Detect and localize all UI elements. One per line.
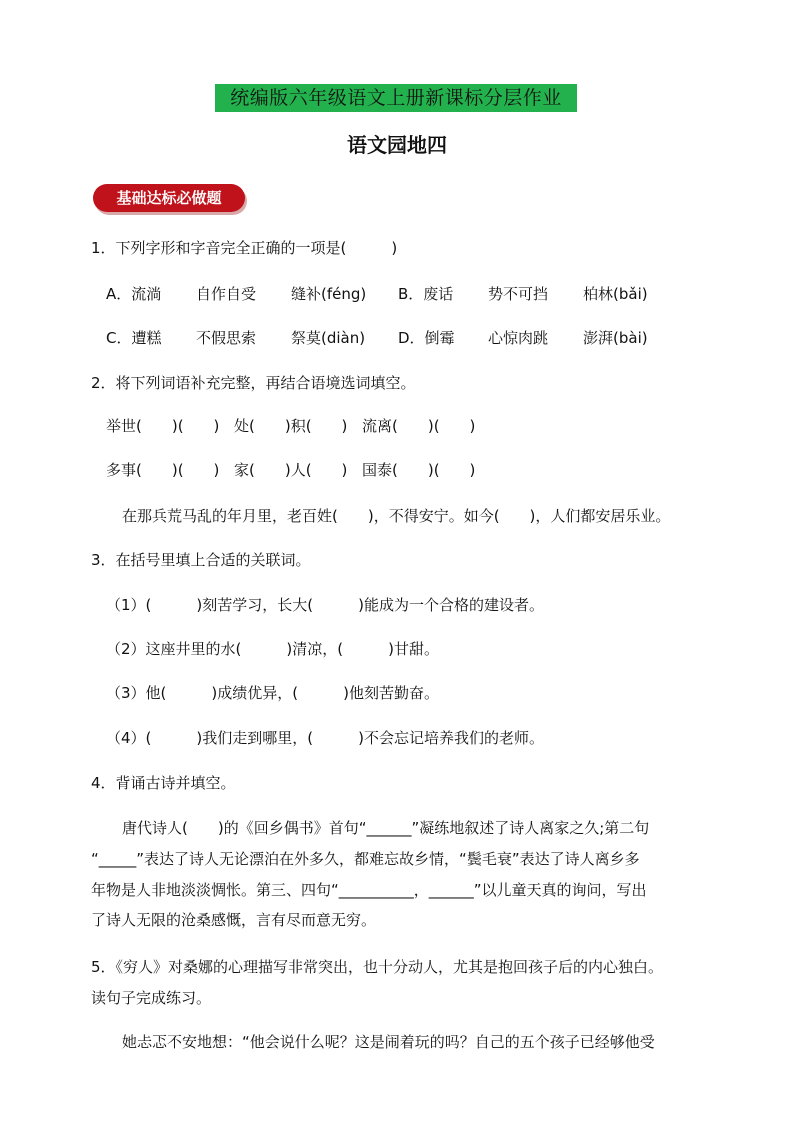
q1-option: 势不可挡 — [488, 285, 549, 303]
q5-line: 5．《穷人》对桑娜的心理描写非常突出，也十分动人，尤其是抱回孩子后的内心独白。 — [91, 958, 664, 976]
q1-option: D．倒霉 — [398, 329, 455, 347]
q4-line: 了诗人无限的沧桑感慨，言有尽而意无穷。 — [91, 911, 377, 929]
q3-item: （2）这座井里的水( )清凉，( )甘甜。 — [106, 640, 439, 658]
q4-line: 年物是人非地淡淡惆怅。第三、四句“__________，______”以儿童天真的询问，写出 — [91, 881, 647, 899]
q1-option: B．废话 — [398, 285, 454, 303]
q1-stem: 1．下列字形和字音完全正确的一项是( ) — [91, 239, 398, 257]
q2-word: 国泰( )( ) — [362, 461, 476, 479]
q2-word: 家( )人( ) — [234, 461, 348, 479]
q3-item: （4）( )我们走到哪里，( )不会忘记培养我们的老师。 — [106, 729, 544, 747]
q2-word: 处( )积( ) — [234, 417, 348, 435]
lesson-title: 语文园地四 — [347, 133, 447, 157]
q4-stem: 4．背诵古诗并填空。 — [91, 774, 236, 792]
q3-stem: 3．在括号里填上合适的关联词。 — [91, 551, 311, 569]
q5-excerpt: 她忐忑不安地想：“他会说什么呢？这是闹着玩的吗？自己的五个孩子已经够他受 — [122, 1033, 655, 1051]
q1-option: C．遭糕 — [106, 329, 162, 347]
q2-word: 举世( )( ) — [106, 417, 220, 435]
q1-option: 祭莫(diàn) — [291, 329, 366, 347]
q1-option: 不假思索 — [196, 329, 257, 347]
q2-stem: 2．将下列词语补充完整，再结合语境选词填空。 — [91, 374, 416, 392]
q1-option: A．流淌 — [106, 285, 162, 303]
q2-word: 多事( )( ) — [106, 461, 220, 479]
header-banner: 统编版六年级语文上册新课标分层作业 — [215, 84, 577, 112]
q1-option: 澎湃(bài) — [583, 329, 648, 347]
q1-option: 柏林(bǎi) — [583, 285, 648, 303]
q5-line: 读句子完成练习。 — [91, 989, 212, 1007]
q4-line: “_____”表达了诗人无论漂泊在外多久，都难忘故乡情，“鬓毛衰”表达了诗人离乡多 — [91, 850, 640, 868]
q1-option: 心惊肉跳 — [488, 329, 549, 347]
q2-sentence: 在那兵荒马乱的年月里，老百姓( )，不得安宁。如今( )，人们都安居乐业。 — [122, 507, 671, 525]
q3-item: （1）( )刻苦学习，长大( )能成为一个合格的建设者。 — [106, 596, 544, 614]
q1-option: 自作自受 — [196, 285, 257, 303]
q3-item: （3）他( )成绩优异，( )他刻苦勤奋。 — [106, 684, 439, 702]
q4-line: 唐代诗人( )的《回乡偶书》首句“______”凝练地叙述了诗人离家之久;第二句 — [122, 819, 650, 837]
q1-option: 缝补(féng) — [291, 285, 367, 303]
section-badge: 基础达标必做题 — [93, 184, 245, 212]
q2-word: 流离( )( ) — [362, 417, 476, 435]
